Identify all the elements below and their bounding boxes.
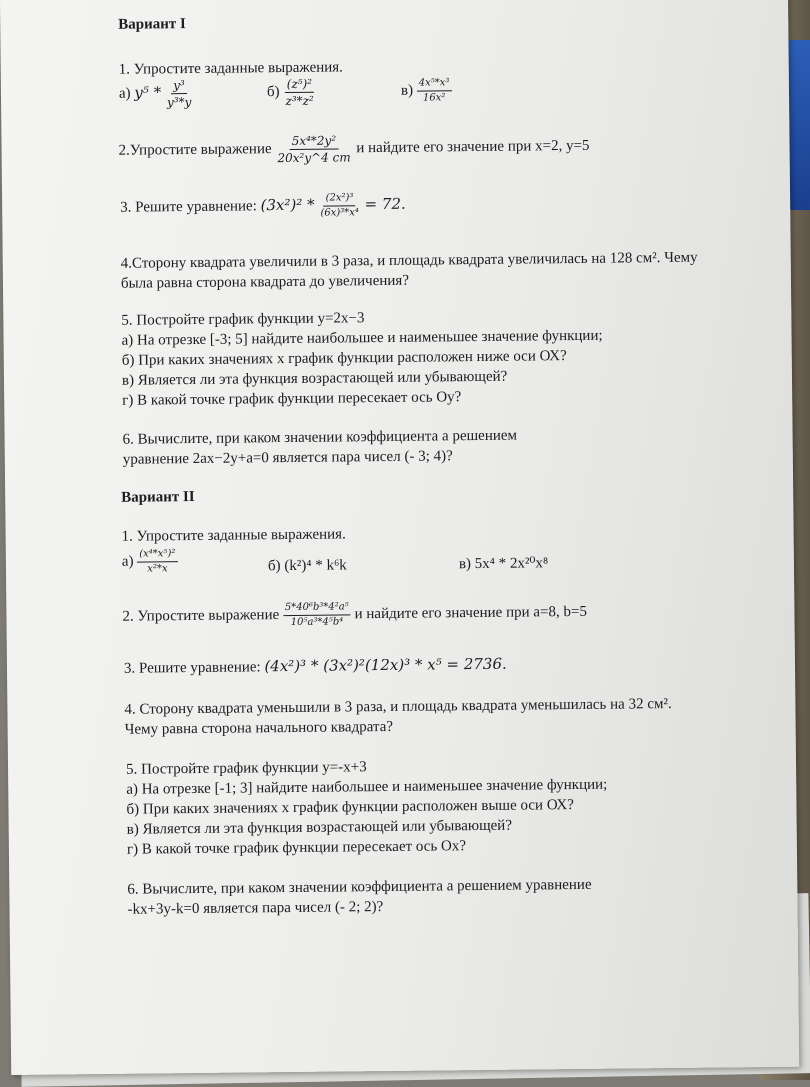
variant-2-title: Вариант II	[121, 488, 195, 506]
v1-q1-c-prefix: в)	[400, 82, 414, 99]
v1-q1-c	[401, 77, 452, 105]
v2-q4-line1: 4. Сторону квадрата уменьшили в 3 раза, и площадь квадрата уменьшилась на 32 см².	[124, 696, 672, 718]
v2-q1-b: б) (k²)⁴ * k⁶k	[267, 557, 347, 575]
v1-q1-a-prefix: а)	[118, 85, 131, 102]
v2-q3-expression: (4x²)³ * (3x²)²(12x)³ * x⁵ = 2736.	[264, 654, 507, 676]
v1-q1-c-fraction: $\frac{\text{4x⁵*x³}}{\text{16x²}}$	[417, 77, 452, 104]
variant-1-title: Вариант I	[118, 16, 186, 33]
v1-q2	[118, 131, 589, 167]
v2-q2-fraction: $\frac{\text{5*40⁶b³*4²a⁵}}{\text{10⁵a³*4⁵b⁴}}$	[283, 601, 351, 629]
v2-q5-line4: в) Является ли эта функция возрастающей или убывающей?	[126, 817, 513, 838]
v2-q2-prefix: 2. Упростите выражение	[122, 607, 280, 625]
v1-q3	[120, 192, 406, 222]
v1-q1-b	[267, 77, 316, 109]
v2-q1-c: в) 5x⁴ * 2x²⁰x⁸	[458, 555, 549, 573]
v2-q5-line5: г) В какой точке график функции пересекает ось Ох?	[126, 838, 467, 858]
v2-q1-a-fraction: $\frac{\text{(x⁴*x⁵)²}}{\text{x²*x}}$	[137, 548, 177, 575]
v2-q2	[122, 599, 587, 631]
v1-q5-line5: г) В какой точке график функции пересекает ось Оу?	[122, 389, 462, 409]
v2-q3	[124, 655, 507, 678]
v1-q1-b-prefix: б)	[266, 84, 280, 101]
v2-q4-line2: Чему равна сторона начального квадрата?	[124, 718, 394, 738]
v1-q2-prefix: 2.Упростите выражение	[118, 141, 272, 159]
v1-q1-a	[119, 78, 194, 110]
v1-q5-line2: а) На отрезке [-3; 5] найдите наибольшее и наименьшее значение функции;	[121, 327, 603, 349]
v1-q1-a-fraction: $\frac{\text{y³}}{\text{y³*y}}$	[166, 78, 192, 110]
v1-q1-label: 1. Упростите заданные выражения.	[118, 59, 343, 78]
v1-q3-result: = 72.	[364, 194, 406, 214]
v1-q2-fraction: $\frac{\text{5x⁴*2y²}}{\text{20x²y\textasciicircum{}4 ст}}$	[277, 133, 351, 166]
v1-q4-line1: 4.Сторону квадрата увеличили в 3 раза, и площадь квадрата увеличилась на 128 см². Чему	[120, 249, 698, 272]
v1-q3-fraction: $\frac{\text{(2x²)³}}{\text{(6x)³*x⁴}}$	[320, 192, 359, 219]
v1-q3-prefix: 3. Решите уравнение:	[120, 198, 257, 216]
v2-q1-a	[122, 548, 178, 576]
v2-q1-a-prefix: а)	[121, 553, 134, 570]
v2-q6-line2: -kx+3y-k=0 является пара чисел (- 2; 2)?	[127, 899, 384, 918]
v1-q2-suffix: и найдите его значение при х=2, у=5	[356, 137, 590, 157]
v1-q5-line1: 5. Постройте график функции у=2х−3	[121, 310, 365, 329]
v2-q1-label: 1. Упростите заданные выражения.	[121, 526, 346, 545]
v1-q6-line2: уравнение 2ах−2у+а=0 является пара чисел (- 3; 4)?	[122, 448, 453, 468]
v2-q5-line3: б) При каких значениях х график функции расположен выше оси ОХ?	[126, 797, 575, 818]
v2-q3-prefix: 3. Решите уравнение:	[123, 659, 261, 677]
v2-q5-line2: а) На отрезке [-1; 3] найдите наибольшее и наименьшее значение функции;	[126, 776, 608, 798]
v2-q6-line1: 6. Вычислите, при каком значении коэффициента а решением уравнение	[127, 876, 592, 898]
v1-q3-expression: (3x²)² *	[260, 195, 315, 215]
v1-q5-line4: в) Является ли эта функция возрастающей или убывающей?	[121, 368, 508, 389]
v2-q2-suffix: и найдите его значение при а=8, b=5	[354, 603, 588, 623]
v1-q1-a-expression: y⁵ *	[134, 83, 162, 102]
v2-q5-line1: 5. Постройте график функции у=-х+3	[125, 759, 367, 778]
v1-q1-b-fraction: $\frac{\text{(z⁵)²}}{\text{z³*z²}}$	[285, 76, 314, 109]
v1-q4-line2: была равна сторона квадрата до увеличения?	[120, 272, 410, 292]
v1-q5-line3: б) При каких значениях х график функции расположен ниже оси ОХ?	[121, 348, 567, 369]
v1-q6-line1: 6. Вычислите, при каком значении коэффициента а решением	[122, 427, 518, 448]
